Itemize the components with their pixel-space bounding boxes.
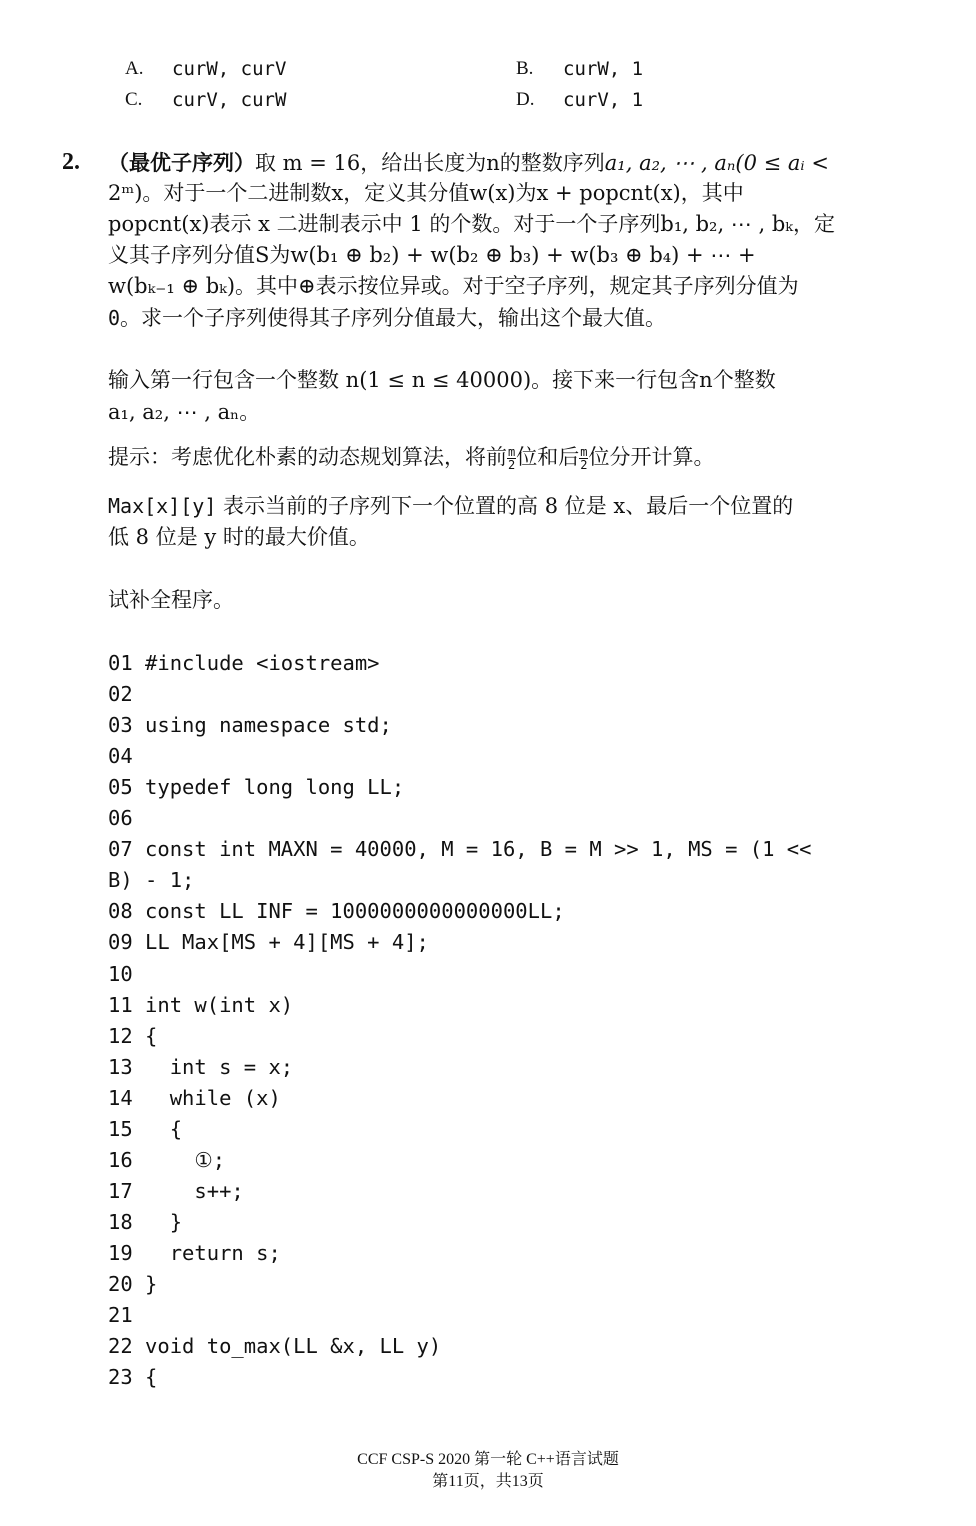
- fraction-numerator-2: m: [580, 445, 588, 459]
- hint-line: [108, 442, 714, 473]
- code-line: 08 const LL INF = 1000000000000000LL;: [108, 899, 565, 924]
- code-line: 14 while (x): [108, 1085, 281, 1110]
- max-array-name: Max[x][y]: [108, 494, 217, 518]
- code-line: 02: [108, 682, 133, 707]
- code-line: 18 }: [108, 1209, 183, 1234]
- code-line: 01 #include <iostream>: [108, 651, 380, 675]
- code-line: 15 {: [108, 1116, 183, 1141]
- input-line-1: 输入第一行包含一个整数 n(1 ≤ n ≤ 40000)。接下来一行包含n个整数: [108, 368, 776, 392]
- code-line: B) - 1;: [108, 868, 195, 893]
- code-line: 09 LL Max[MS + 4][MS + 4];: [108, 930, 429, 955]
- code-line: 03 using namespace std;: [108, 713, 392, 738]
- fraction-denominator-2: 2: [580, 458, 588, 472]
- option-b-letter: B.: [516, 58, 534, 79]
- code-line: 13 int s = x;: [108, 1054, 294, 1079]
- question-line-3: popcnt(x)表示 x 二进制表示中 1 的个数。对于一个子序列b₁, b₂, ⋯ , bₖ，定: [108, 212, 835, 236]
- code-line: 22 void to_max(LL &x, LL y): [108, 1334, 442, 1359]
- zero-value: 0: [108, 306, 121, 330]
- code-line: 21: [108, 1303, 133, 1328]
- option-a-letter: A.: [125, 58, 144, 79]
- footer-page-number: 第11页，共13页: [432, 1473, 544, 1490]
- question-number: 2.: [62, 149, 80, 175]
- code-line: 06: [108, 806, 133, 831]
- code-line: 07 const int MAXN = 40000, M = 16, B = M >> 1, MS = (1 <<: [108, 837, 812, 862]
- complete-program-prompt: 试补全程序。: [108, 588, 234, 612]
- code-line: 16 ①;: [108, 1147, 226, 1172]
- code-line: 12 {: [108, 1023, 158, 1048]
- max-description-text: 表示当前的子序列下一个位置的高 8 位是 x、最后一个位置的: [216, 494, 794, 518]
- code-line: 11 int w(int x): [108, 992, 294, 1017]
- option-c-letter: C.: [125, 89, 143, 110]
- max-description-line-2: 低 8 位是 y 时的最大价值。: [108, 525, 370, 549]
- hint-middle: 位和后: [516, 445, 580, 469]
- code-line: 10: [108, 961, 133, 986]
- question-line-6: [108, 303, 666, 334]
- code-line: 04: [108, 744, 133, 769]
- hint-suffix: 位分开计算。: [588, 445, 715, 469]
- code-line: 20 }: [108, 1272, 158, 1296]
- option-b-text: curW, 1: [563, 58, 644, 80]
- question-line-2: 2ᵐ)。对于一个二进制数x，定义其分值w(x)为x + popcnt(x)，其中: [108, 181, 744, 205]
- input-line-2: a₁, a₂, ⋯ , aₙ。: [108, 400, 261, 424]
- option-c-text: curV, curW: [172, 89, 287, 111]
- fraction-denominator: 2: [508, 458, 516, 472]
- question-line-6-text: 。求一个子序列使得其子序列分值最大，输出这个最大值。: [120, 306, 667, 330]
- hint-prefix: 提示：考虑优化朴素的动态规划算法，将前: [108, 445, 507, 469]
- code-line: 17 s++;: [108, 1178, 244, 1203]
- m-over-2-fraction: [507, 446, 516, 471]
- question-line-5: w(bₖ₋₁ ⊕ bₖ)。其中⊕表示按位异或。对于空子序列，规定其子序列分值为: [108, 274, 799, 298]
- fraction-numerator: m: [508, 445, 516, 459]
- option-d-text: curV, 1: [563, 89, 644, 111]
- question-line-4: 义其子序列分值S为w(b₁ ⊕ b₂) + w(b₂ ⊕ b₃) + w(b₃ ⊕ b₄) + ⋯ +: [108, 243, 756, 267]
- max-description-line-1: [108, 491, 793, 522]
- option-a-text: curW, curV: [172, 58, 287, 80]
- code-line: 05 typedef long long LL;: [108, 775, 405, 800]
- code-line: 23 {: [108, 1365, 158, 1390]
- question-line-1: [108, 147, 829, 179]
- footer-title: CCF CSP-S 2020 第一轮 C++语言试题: [357, 1451, 619, 1468]
- option-d-letter: D.: [516, 89, 535, 110]
- sequence-notation: a₁, a₂, ⋯ , aₙ(0 ≤ aᵢ <: [604, 151, 829, 175]
- question-title: （最优子序列）: [108, 150, 255, 175]
- code-line: 19 return s;: [108, 1240, 281, 1265]
- question-intro: 取 m = 16，给出长度为n的整数序列: [255, 151, 605, 175]
